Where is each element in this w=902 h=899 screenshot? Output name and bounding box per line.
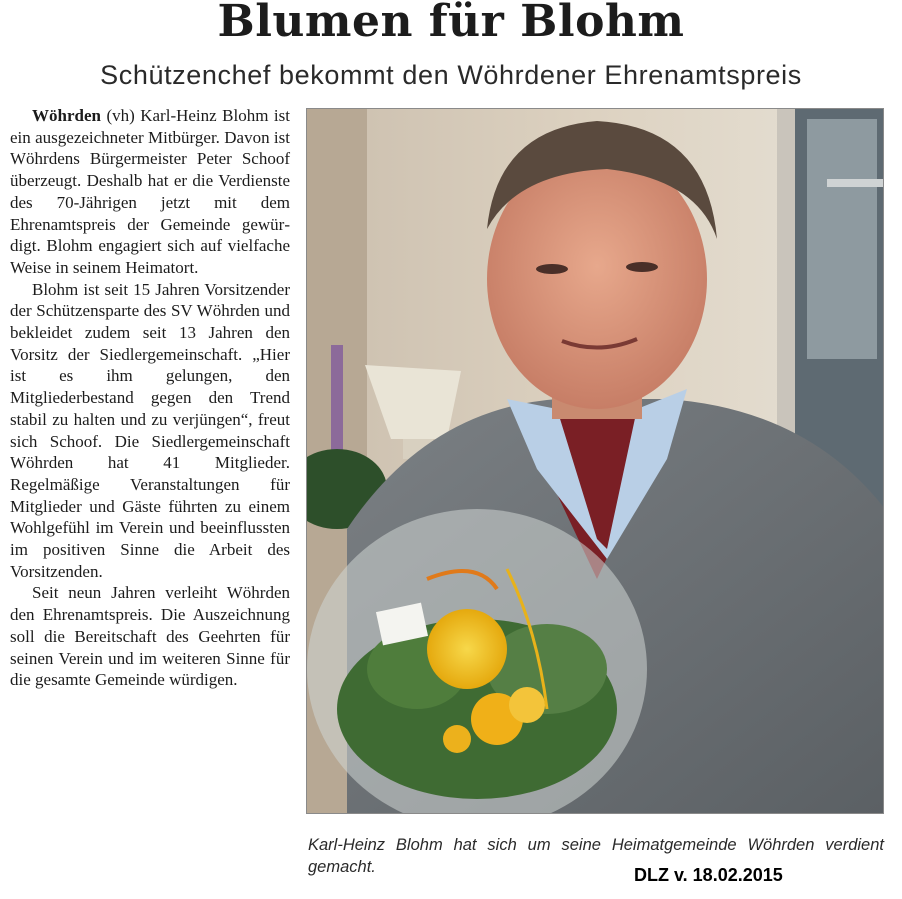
dateline-place: Wöhrden: [32, 106, 101, 125]
article-paragraph-1: [10, 105, 290, 279]
article-paragraph-2: Blohm ist seit 15 Jahren Vorsitzender der Schützensparte des SV Wöhrden und bekleidet zudem seit 13 Jahren den Vorsitz der Siedlergemeinschaft. „Hier ist es ihm gelungen, den Mitgliederbestand gegen den Trend stabil zu halten und zu verjüngen“, freut sich Schoof. Die Siedlergemeinschaft Wöhrden hat 41 Mitglieder. Regelmäßige Veranstaltungen für Mitglieder und Gäste führten zu einem Wohlgefühl im Verein und beeinflussten im positiven Sinne die Arbeit des Vorsitzenden.: [10, 279, 290, 581]
source-label: DLZ v. 18.02.2015: [634, 865, 783, 885]
subheadline: Schützenchef bekommt den Wöhrdener Ehrenamtspreis: [100, 60, 802, 90]
article-paragraph-3: Seit neun Jahren verleiht Wöhrden den Ehrenamtspreis. Die Auszeichnung soll die Bereitschaft des Geehrten für seinen Verein und im weiteren Sinne für die gesamte Gemeinde würdigen.: [10, 583, 290, 690]
article-photo: [306, 108, 884, 814]
headline: Blumen für Blohm: [217, 0, 685, 47]
photo-illustration: [307, 109, 884, 814]
dateline-text: (vh) Karl-Heinz Blohm ist ein ausgezeichneter Mitbürger. Davon ist Wöhrdens Bürgermeister Peter Schoof überzeugt. Deshalb hat er die Verdienste des 70-Jährigen jetzt mit dem Ehrenamtspreis der Gemeinde gewürdigt. Blohm engagiert sich auf vielfache Weise in seinem Heimatort.: [10, 106, 290, 277]
photo-caption: Karl-Heinz Blohm hat sich um seine Heimatgemeinde Wöhrden verdient gemacht.: [308, 836, 884, 876]
article-body: [10, 105, 290, 691]
